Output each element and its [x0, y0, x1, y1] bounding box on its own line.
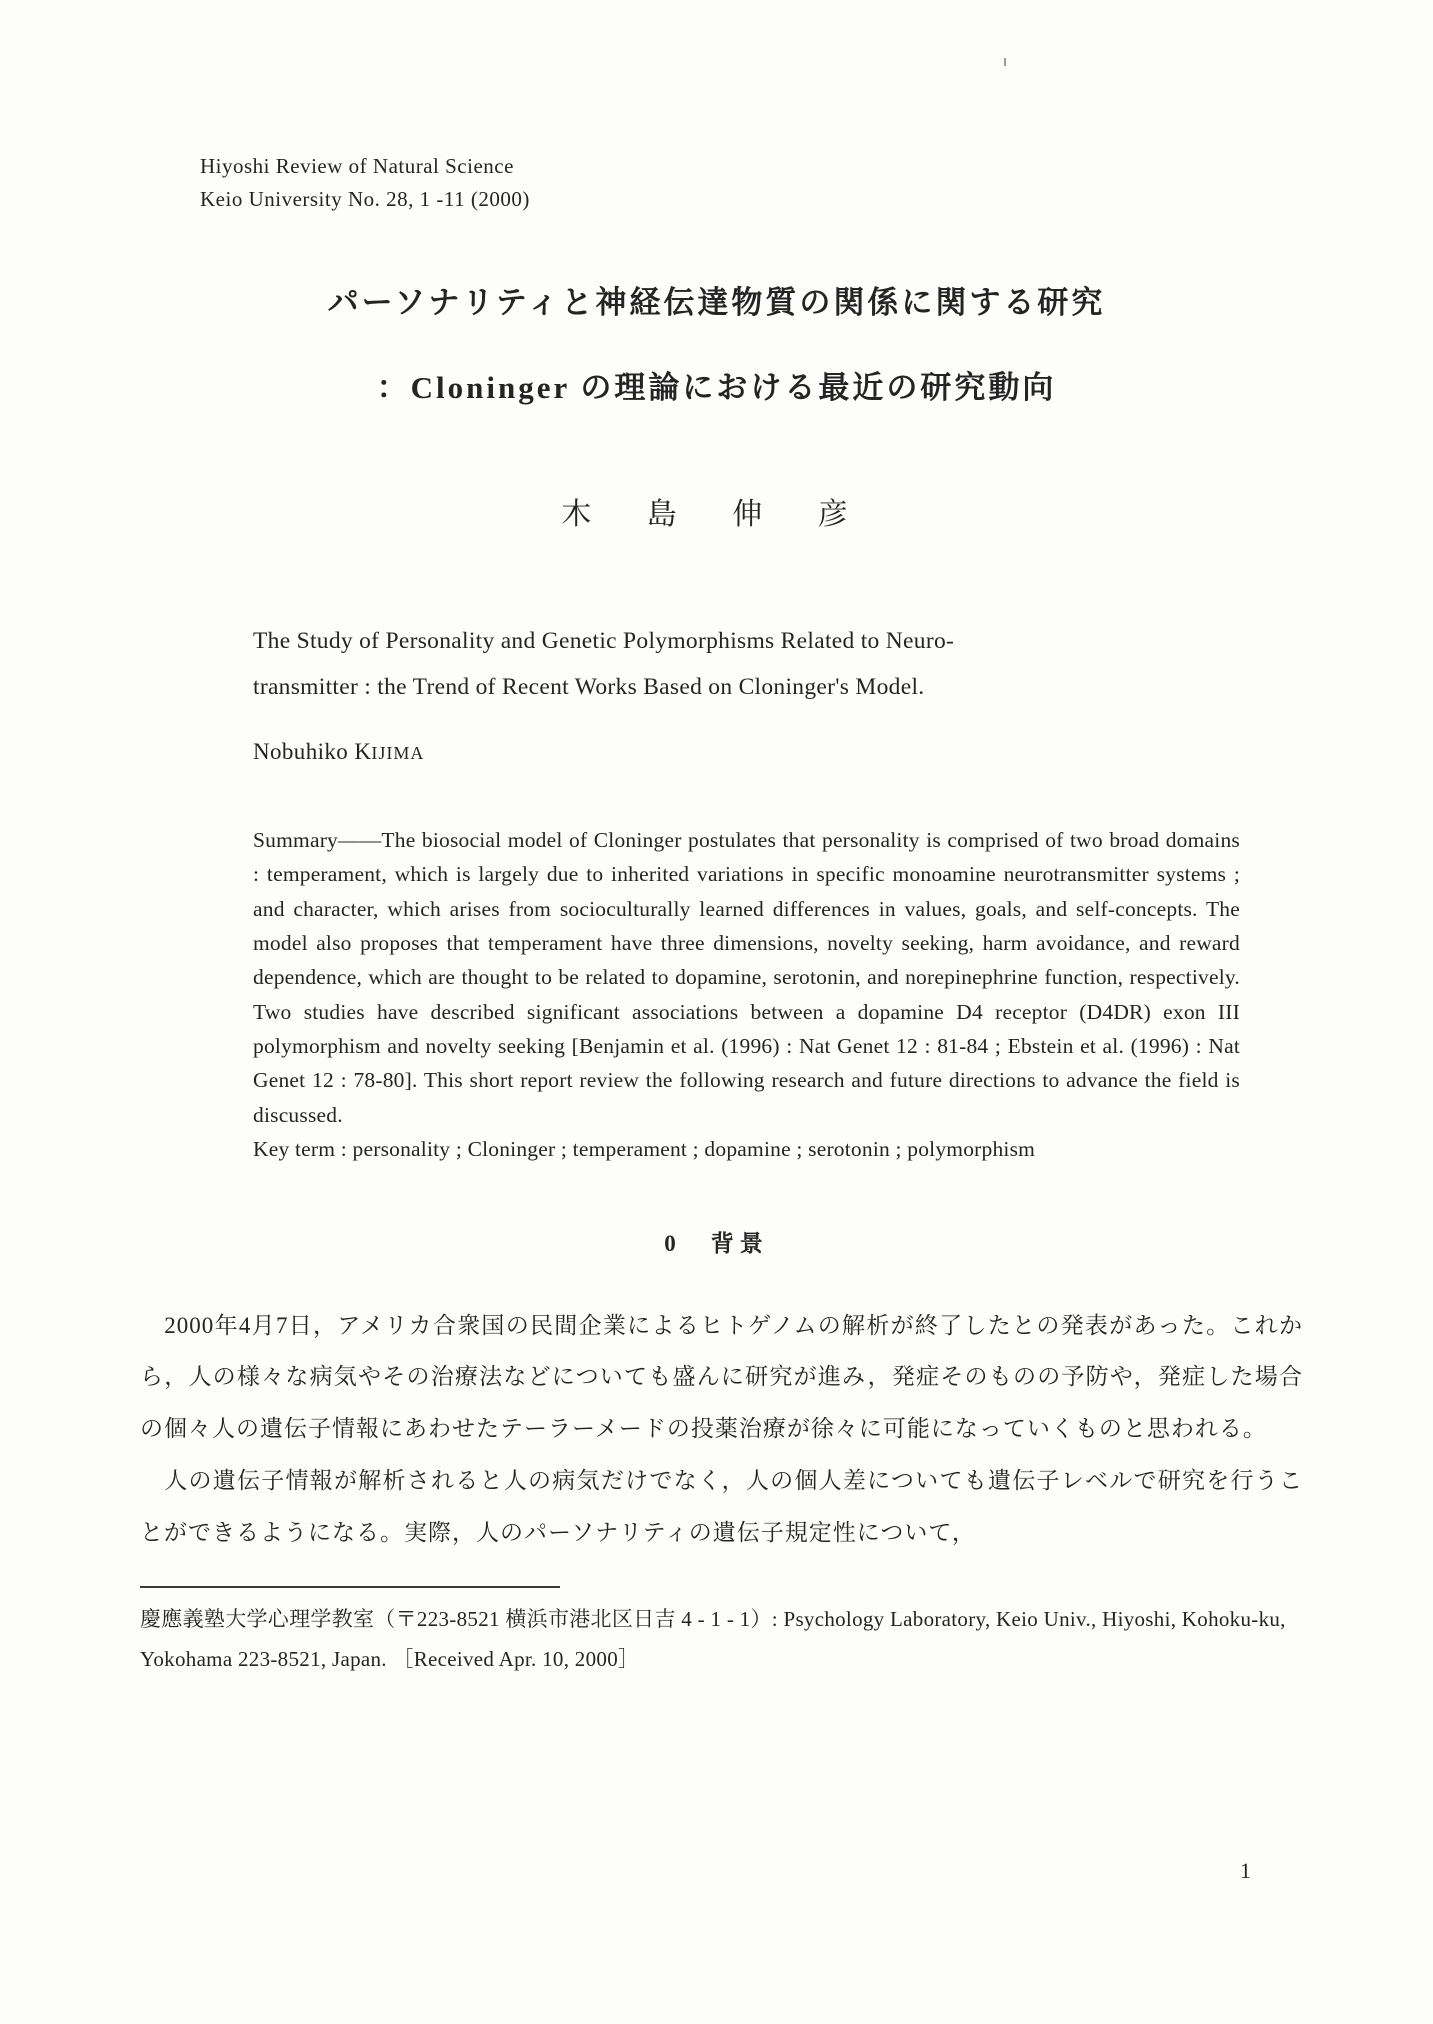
journal-name: Hiyoshi Review of Natural Science	[200, 154, 514, 178]
body-paragraph: 人の遺伝子情報が解析されると人の病気だけでなく，人の個人差についても遺伝子レベルで研究を行うことができるようになる。実際，人のパーソナリティの遺伝子規定性について，	[140, 1467, 1303, 1545]
journal-header	[200, 150, 1433, 215]
abstract-summary: Summary——The biosocial model of Cloninger postulates that personality is comprised of two broad domains : temperament, which is largely due to inherited variations in specific monoamine neurotransmitter systems ; and character, which arises from socioculturally learned differences in values, goals, and self-concepts. The model also proposes that temperament have three dimensions, novelty seeking, harm avoidance, and reward dependence, which are thought to be related to dopamine, serotonin, and norepinephrine function, respectively. Two studies have described significant associations between a dopamine D4 receptor (D4DR) exon III polymorphism and novelty seeking [Benjamin et al. (1996) : Nat Genet 12 : 81-84 ; Ebstein et al. (1996) : Nat Genet 12 : 78-80]. This short report review the following research and future directions to advance the field is discussed.	[253, 827, 1240, 1127]
title-japanese-line1: パーソナリティと神経伝達物質の関係に関する研究	[327, 285, 1106, 321]
scan-artifact	[1004, 58, 1006, 66]
journal-issue: Keio University No. 28, 1 -11 (2000)	[200, 186, 530, 211]
author-english-main: Nobuhiko K	[253, 738, 372, 764]
footnote-divider	[140, 1586, 560, 1588]
title-english-line2: transmitter : the Trend of Recent Works Based on Cloninger's Model.	[253, 673, 925, 700]
abstract	[253, 823, 1240, 1167]
body-text	[140, 1300, 1303, 1559]
footnote: 慶應義塾大学心理学教室（〒223-8521 横浜市港北区日吉 4 - 1 - 1）: Psychology Laboratory, Keio Univ., Hiyoshi, Kohoku-ku, Yokohama 223-8521, Japan. ［Received Apr. 10, 2000］	[140, 1607, 1286, 1672]
author-english-smallcaps: IJIMA	[371, 742, 425, 763]
section-heading: 0 背景	[664, 1230, 769, 1256]
author-english	[253, 739, 1433, 765]
author-japanese: 木 島 伸 彦	[561, 498, 872, 532]
title-english	[253, 619, 1243, 711]
abstract-keyterms: Key term : personality ; Cloninger ; temperament ; dopamine ; serotonin ; polymorphism	[253, 1137, 1036, 1162]
title-japanese-line2: ：Cloninger の理論における最近の研究動向	[376, 370, 1057, 406]
page-number: 1	[1240, 1858, 1251, 1883]
title-japanese	[0, 277, 1433, 407]
body-paragraph: 2000年4月7日，アメリカ合衆国の民間企業によるヒトゲノムの解析が終了したとの発表があった。これから，人の様々な病気やその治療法などについても盛んに研究が進み，発症そのものの予防や，発症した場合の個々人の遺伝子情報にあわせたテーラーメードの投薬治療が徐々に可能になっていくものと思われる。	[140, 1312, 1303, 1442]
title-english-line1: The Study of Personality and Genetic Polymorphisms Related to Neuro-	[253, 628, 955, 655]
